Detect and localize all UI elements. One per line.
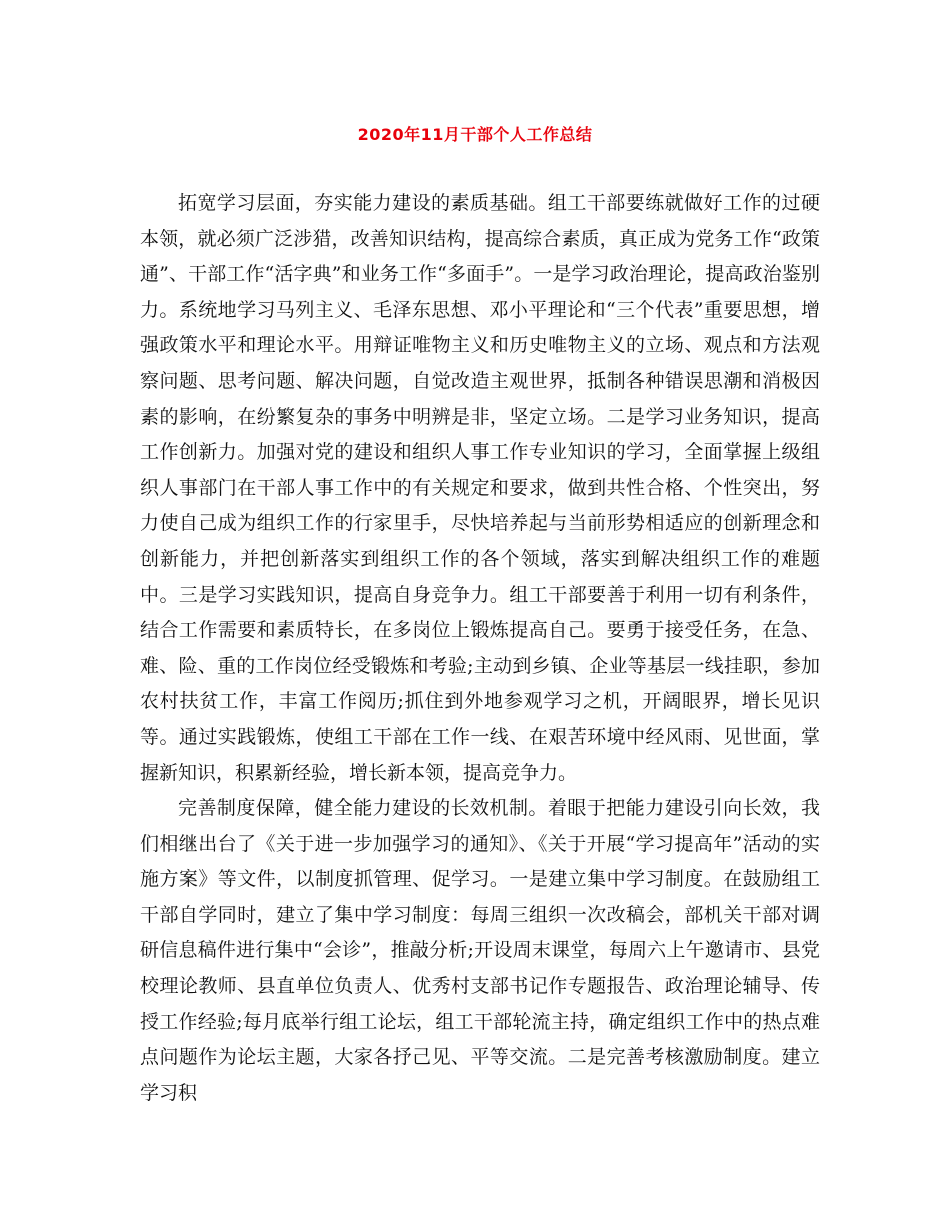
document-body bbox=[140, 186, 820, 1111]
paragraph-1: 拓宽学习层面，夯实能力建设的素质基础。组工干部要练就做好工作的过硬本领，就必须广泛涉猎，改善知识结构，提高综合素质，真正成为党务工作“政策通”、干部工作“活字典”和业务工作“多面手”。一是学习政治理论，提高政治鉴别力。系统地学习马列主义、毛泽东思想、邓小平理论和“三个代表”重要思想，增强政策水平和理论水平。用辩证唯物主义和历史唯物主义的立场、观点和方法观察问题、思考问题、解决问题，自觉改造主观世界，抵制各种错误思潮和消极因素的影响，在纷繁复杂的事务中明辨是非，坚定立场。二是学习业务知识，提高工作创新力。加强对党的建设和组织人事工作专业知识的学习，全面掌握上级组织人事部门在干部人事工作中的有关规定和要求，做到共性合格、个性突出，努力使自己成为组织工作的行家里手，尽快培养起与当前形势相适应的创新理念和创新能力，并把创新落实到组织工作的各个领域，落实到解决组织工作的难题中。三是学习实践知识，提高自身竞争力。组工干部要善于利用一切有利条件，结合工作需要和素质特长，在多岗位上锻炼提高自己。要勇于接受任务，在急、难、险、重的工作岗位经受锻炼和考验;主动到乡镇、企业等基层一线挂职，参加农村扶贫工作，丰富工作阅历;抓住到外地参观学习之机，开阔眼界，增长见识等。通过实践锻炼，使组工干部在工作一线、在艰苦环境中经风雨、见世面，掌握新知识，积累新经验，增长新本领，提高竞争力。 bbox=[140, 192, 820, 784]
document-title: 2020年11月干部个人工作总结 bbox=[357, 125, 593, 144]
paragraph-2: 完善制度保障，健全能力建设的长效机制。着眼于把能力建设引向长效，我们相继出台了《关于进一步加强学习的通知》、《关于开展“学习提高年”活动的实施方案》等文件，以制度抓管理、促学习。一是建立集中学习制度。在鼓励组工干部自学同时，建立了集中学习制度：每周三组织一次改稿会，部机关干部对调研信息稿件进行集中“会诊”，推敲分析;开设周末课堂，每周六上午邀请市、县党校理论教师、县直单位负责人、优秀村支部书记作专题报告、政治理论辅导、传授工作经验;每月底举行组工论坛，组工干部轮流主持，确定组织工作中的热点难点问题作为论坛主题，大家各抒己见、平等交流。二是完善考核激励制度。建立学习积 bbox=[140, 797, 820, 1104]
